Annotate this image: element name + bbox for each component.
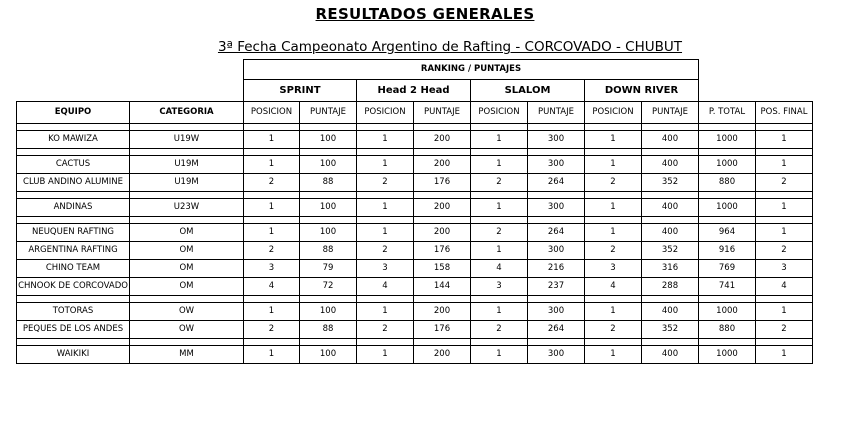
column-header-posicion: POSICION [471, 102, 528, 124]
h2h-score: 176 [414, 174, 471, 192]
h2h-position: 4 [357, 278, 414, 296]
team-category: MM [130, 346, 244, 364]
downriver-position: 1 [585, 199, 642, 217]
table-row [17, 174, 813, 192]
sprint-score: 79 [300, 260, 357, 278]
team-category: U23W [130, 199, 244, 217]
total-score: 1000 [699, 131, 756, 149]
team-category: OW [130, 303, 244, 321]
table-row [17, 321, 813, 339]
spacer-row [17, 124, 813, 131]
sprint-position: 2 [244, 242, 300, 260]
h2h-position: 1 [357, 199, 414, 217]
column-header-categoria: CATEGORIA [130, 102, 244, 124]
spacer-row [17, 217, 813, 224]
h2h-position: 1 [357, 303, 414, 321]
slalom-position: 1 [471, 242, 528, 260]
table-row [17, 260, 813, 278]
downriver-position: 2 [585, 174, 642, 192]
page-subtitle: 3ª Fecha Campeonato Argentino de Rafting - CORCOVADO - CHUBUT [217, 39, 683, 55]
team-name: CLUB ANDINO ALUMINE [17, 174, 130, 192]
final-position: 3 [756, 260, 813, 278]
total-score: 1000 [699, 156, 756, 174]
team-category: OM [130, 260, 244, 278]
total-score: 769 [699, 260, 756, 278]
table-row [17, 199, 813, 217]
sprint-score: 100 [300, 224, 357, 242]
h2h-position: 2 [357, 174, 414, 192]
h2h-position: 1 [357, 224, 414, 242]
column-header-puntaje: PUNTAJE [528, 102, 585, 124]
downriver-position: 1 [585, 346, 642, 364]
slalom-score: 300 [528, 242, 585, 260]
downriver-score: 316 [642, 260, 699, 278]
downriver-score: 400 [642, 131, 699, 149]
slalom-score: 216 [528, 260, 585, 278]
table-row [17, 242, 813, 260]
column-header-puntaje: PUNTAJE [300, 102, 357, 124]
slalom-score: 300 [528, 303, 585, 321]
total-score: 880 [699, 174, 756, 192]
category-downriver: DOWN RIVER [585, 80, 699, 102]
column-header-p-total: P. TOTAL [699, 102, 756, 124]
downriver-score: 352 [642, 174, 699, 192]
category-slalom: SLALOM [471, 80, 585, 102]
sprint-position: 1 [244, 156, 300, 174]
table-row [17, 346, 813, 364]
sprint-score: 100 [300, 303, 357, 321]
column-header-posicion: POSICION [585, 102, 642, 124]
h2h-position: 3 [357, 260, 414, 278]
team-category: OM [130, 242, 244, 260]
total-score: 964 [699, 224, 756, 242]
sprint-score: 72 [300, 278, 357, 296]
team-category: U19W [130, 131, 244, 149]
table-row [17, 303, 813, 321]
results-table [16, 59, 813, 364]
category-sprint: SPRINT [244, 80, 357, 102]
downriver-position: 1 [585, 156, 642, 174]
h2h-score: 200 [414, 224, 471, 242]
column-header-puntaje: PUNTAJE [642, 102, 699, 124]
sprint-position: 2 [244, 174, 300, 192]
slalom-position: 3 [471, 278, 528, 296]
downriver-score: 400 [642, 346, 699, 364]
team-name: NEUQUEN RAFTING [17, 224, 130, 242]
final-position: 1 [756, 303, 813, 321]
column-header-posicion: POSICION [244, 102, 300, 124]
team-name: TOTORAS [17, 303, 130, 321]
team-category: OM [130, 278, 244, 296]
downriver-score: 400 [642, 156, 699, 174]
team-name: CHNOOK DE CORCOVADO [17, 278, 130, 296]
team-name: PEQUES DE LOS ANDES [17, 321, 130, 339]
column-header-equipo: EQUIPO [17, 102, 130, 124]
downriver-position: 2 [585, 321, 642, 339]
h2h-score: 200 [414, 303, 471, 321]
team-category: OW [130, 321, 244, 339]
sprint-position: 1 [244, 346, 300, 364]
h2h-position: 2 [357, 242, 414, 260]
sprint-score: 100 [300, 131, 357, 149]
slalom-position: 1 [471, 303, 528, 321]
sprint-score: 88 [300, 174, 357, 192]
h2h-score: 200 [414, 199, 471, 217]
h2h-position: 2 [357, 321, 414, 339]
sprint-score: 100 [300, 199, 357, 217]
spacer-row [17, 296, 813, 303]
h2h-score: 144 [414, 278, 471, 296]
sprint-position: 1 [244, 199, 300, 217]
downriver-score: 400 [642, 199, 699, 217]
ranking-header-row [17, 60, 813, 80]
team-category: U19M [130, 156, 244, 174]
sprint-position: 4 [244, 278, 300, 296]
h2h-score: 176 [414, 321, 471, 339]
table-row [17, 156, 813, 174]
ranking-header: RANKING / PUNTAJES [244, 60, 699, 80]
table-row [17, 224, 813, 242]
final-position: 1 [756, 131, 813, 149]
sprint-position: 3 [244, 260, 300, 278]
team-name: CACTUS [17, 156, 130, 174]
final-position: 1 [756, 224, 813, 242]
final-position: 1 [756, 346, 813, 364]
slalom-position: 4 [471, 260, 528, 278]
downriver-position: 4 [585, 278, 642, 296]
slalom-score: 237 [528, 278, 585, 296]
final-position: 1 [756, 156, 813, 174]
downriver-position: 1 [585, 131, 642, 149]
downriver-position: 2 [585, 242, 642, 260]
downriver-score: 352 [642, 321, 699, 339]
downriver-score: 400 [642, 224, 699, 242]
h2h-position: 1 [357, 156, 414, 174]
downriver-score: 400 [642, 303, 699, 321]
slalom-score: 300 [528, 131, 585, 149]
total-score: 1000 [699, 303, 756, 321]
sprint-score: 100 [300, 156, 357, 174]
h2h-score: 200 [414, 346, 471, 364]
slalom-position: 1 [471, 346, 528, 364]
h2h-score: 200 [414, 131, 471, 149]
slalom-score: 300 [528, 156, 585, 174]
sprint-position: 1 [244, 224, 300, 242]
final-position: 2 [756, 321, 813, 339]
total-score: 1000 [699, 199, 756, 217]
column-header-pos-final: POS. FINAL [756, 102, 813, 124]
team-name: CHINO TEAM [17, 260, 130, 278]
slalom-score: 264 [528, 321, 585, 339]
slalom-position: 1 [471, 131, 528, 149]
table-row [17, 131, 813, 149]
sprint-score: 100 [300, 346, 357, 364]
spacer-row [17, 339, 813, 346]
sprint-position: 1 [244, 131, 300, 149]
category-head2head: Head 2 Head [357, 80, 471, 102]
slalom-score: 264 [528, 174, 585, 192]
h2h-score: 200 [414, 156, 471, 174]
slalom-score: 300 [528, 199, 585, 217]
column-header-posicion: POSICION [357, 102, 414, 124]
sprint-score: 88 [300, 321, 357, 339]
team-name: ANDINAS [17, 199, 130, 217]
column-header-row [17, 102, 813, 124]
slalom-position: 1 [471, 199, 528, 217]
team-name: ARGENTINA RAFTING [17, 242, 130, 260]
downriver-position: 1 [585, 224, 642, 242]
team-category: OM [130, 224, 244, 242]
h2h-score: 158 [414, 260, 471, 278]
slalom-position: 1 [471, 156, 528, 174]
team-category: U19M [130, 174, 244, 192]
category-header-row [17, 80, 813, 102]
table-row [17, 278, 813, 296]
final-position: 2 [756, 174, 813, 192]
downriver-score: 352 [642, 242, 699, 260]
spacer-row [17, 192, 813, 199]
team-name: KO MAWIZA [17, 131, 130, 149]
total-score: 741 [699, 278, 756, 296]
total-score: 1000 [699, 346, 756, 364]
team-name: WAIKIKI [17, 346, 130, 364]
final-position: 4 [756, 278, 813, 296]
column-header-puntaje: PUNTAJE [414, 102, 471, 124]
final-position: 2 [756, 242, 813, 260]
slalom-score: 300 [528, 346, 585, 364]
downriver-position: 1 [585, 303, 642, 321]
final-position: 1 [756, 199, 813, 217]
slalom-position: 2 [471, 174, 528, 192]
downriver-score: 288 [642, 278, 699, 296]
downriver-position: 3 [585, 260, 642, 278]
slalom-position: 2 [471, 321, 528, 339]
h2h-score: 176 [414, 242, 471, 260]
sprint-score: 88 [300, 242, 357, 260]
h2h-position: 1 [357, 131, 414, 149]
sprint-position: 1 [244, 303, 300, 321]
slalom-score: 264 [528, 224, 585, 242]
total-score: 880 [699, 321, 756, 339]
slalom-position: 2 [471, 224, 528, 242]
page-title: RESULTADOS GENERALES [315, 5, 535, 23]
sprint-position: 2 [244, 321, 300, 339]
total-score: 916 [699, 242, 756, 260]
spacer-row [17, 149, 813, 156]
h2h-position: 1 [357, 346, 414, 364]
